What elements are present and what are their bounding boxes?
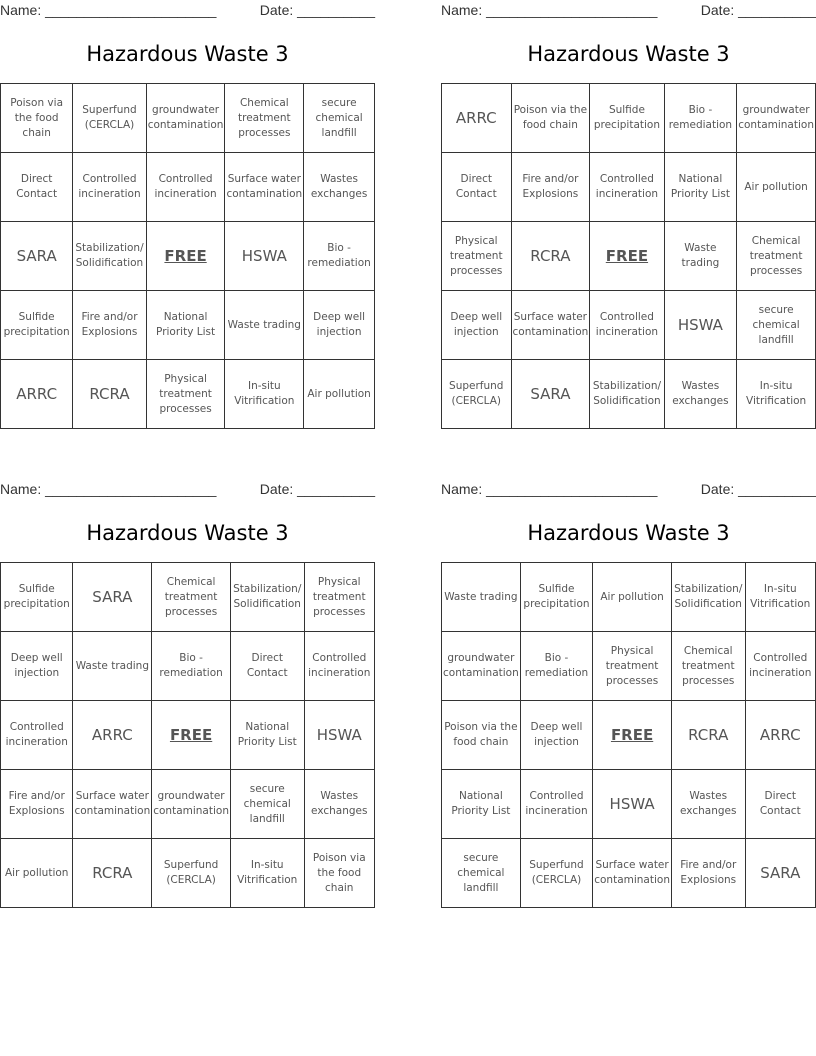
bingo-cell[interactable]: Physical treatment processes bbox=[304, 563, 374, 632]
bingo-cell[interactable]: Physical treatment processes bbox=[146, 360, 225, 429]
free-space-cell[interactable]: FREE bbox=[146, 222, 225, 291]
bingo-cell[interactable]: groundwater contamination bbox=[737, 84, 816, 153]
bingo-cell[interactable]: Fire and/or Explosions bbox=[671, 839, 745, 908]
bingo-cell[interactable]: Waste trading bbox=[442, 563, 521, 632]
bingo-cell[interactable]: RCRA bbox=[511, 222, 590, 291]
bingo-cell[interactable]: Controlled incineration bbox=[590, 291, 664, 360]
bingo-cell[interactable]: Waste trading bbox=[225, 291, 304, 360]
bingo-cell[interactable]: In-situ Vitrification bbox=[230, 839, 304, 908]
free-space-cell[interactable]: FREE bbox=[590, 222, 664, 291]
bingo-grid bbox=[0, 83, 375, 429]
grid-row bbox=[442, 153, 816, 222]
bingo-cell[interactable]: SARA bbox=[73, 563, 152, 632]
bingo-cell[interactable]: In-situ Vitrification bbox=[737, 360, 816, 429]
bingo-cell[interactable]: Wastes exchanges bbox=[664, 360, 737, 429]
bingo-cell[interactable]: Direct Contact bbox=[745, 770, 815, 839]
grid-row bbox=[442, 84, 816, 153]
bingo-cell[interactable]: Physical treatment processes bbox=[442, 222, 512, 291]
bingo-grid bbox=[441, 83, 816, 429]
bingo-cell[interactable]: SARA bbox=[1, 222, 73, 291]
grid-row bbox=[1, 563, 375, 632]
grid-row bbox=[1, 153, 375, 222]
bingo-cell[interactable]: HSWA bbox=[664, 291, 737, 360]
bingo-cell[interactable]: HSWA bbox=[225, 222, 304, 291]
bingo-grid bbox=[0, 562, 375, 908]
bingo-cell[interactable]: SARA bbox=[745, 839, 815, 908]
bingo-cell[interactable]: RCRA bbox=[671, 701, 745, 770]
grid-row bbox=[1, 360, 375, 429]
bingo-cell[interactable]: Chemical treatment processes bbox=[225, 84, 304, 153]
grid-row bbox=[1, 222, 375, 291]
card-header bbox=[0, 479, 375, 501]
grid-row bbox=[442, 222, 816, 291]
grid-row bbox=[1, 632, 375, 701]
bingo-cell[interactable]: groundwater contamination bbox=[152, 770, 231, 839]
bingo-cell[interactable]: Wastes exchanges bbox=[304, 153, 375, 222]
bingo-cell[interactable]: Controlled incineration bbox=[146, 153, 225, 222]
bingo-cell[interactable]: groundwater contamination bbox=[146, 84, 225, 153]
bingo-cell[interactable]: Fire and/or Explosions bbox=[73, 291, 146, 360]
bingo-cell[interactable]: Controlled incineration bbox=[520, 770, 592, 839]
bingo-cell[interactable]: Deep well injection bbox=[304, 291, 375, 360]
bingo-cell[interactable]: Controlled incineration bbox=[590, 153, 664, 222]
bingo-cell[interactable]: secure chemical landfill bbox=[737, 291, 816, 360]
free-space-cell[interactable]: FREE bbox=[152, 701, 231, 770]
bingo-cell[interactable]: Surface water contamination bbox=[225, 153, 304, 222]
bingo-cell[interactable]: Surface water contamination bbox=[73, 770, 152, 839]
bingo-cell[interactable]: Direct Contact bbox=[1, 153, 73, 222]
bingo-cell[interactable]: Wastes exchanges bbox=[671, 770, 745, 839]
bingo-cell[interactable]: groundwater contamination bbox=[442, 632, 521, 701]
grid-row bbox=[442, 701, 816, 770]
bingo-cell[interactable]: Air pollution bbox=[1, 839, 73, 908]
bingo-cell[interactable]: Controlled incineration bbox=[745, 632, 815, 701]
bingo-cell[interactable]: Bio - remediation bbox=[520, 632, 592, 701]
bingo-cell[interactable]: In-situ Vitrification bbox=[225, 360, 304, 429]
bingo-cell[interactable]: Sulfide precipitation bbox=[520, 563, 592, 632]
bingo-cell[interactable]: Air pollution bbox=[593, 563, 672, 632]
bingo-cell[interactable]: Chemical treatment processes bbox=[152, 563, 231, 632]
bingo-cell[interactable]: Bio - remediation bbox=[152, 632, 231, 701]
name-field[interactable]: Name: ______________________ bbox=[441, 2, 658, 18]
bingo-cell[interactable]: ARRC bbox=[442, 84, 512, 153]
grid-row bbox=[1, 701, 375, 770]
bingo-cell[interactable]: Controlled incineration bbox=[1, 701, 73, 770]
grid-row bbox=[1, 291, 375, 360]
date-field[interactable]: Date: __________ bbox=[700, 2, 816, 18]
grid-row bbox=[1, 770, 375, 839]
bingo-cell[interactable]: Deep well injection bbox=[1, 632, 73, 701]
bingo-cell[interactable]: National Priority List bbox=[146, 291, 225, 360]
bingo-cell[interactable]: Superfund (CERCLA) bbox=[520, 839, 592, 908]
grid-row bbox=[442, 632, 816, 701]
card-header bbox=[441, 479, 816, 501]
date-field[interactable]: Date: __________ bbox=[259, 2, 375, 18]
bingo-cell[interactable]: Surface water contamination bbox=[511, 291, 590, 360]
bingo-cell[interactable]: Bio - remediation bbox=[664, 84, 737, 153]
bingo-cell[interactable]: Surface water contamination bbox=[593, 839, 672, 908]
name-field[interactable]: Name: ______________________ bbox=[441, 481, 658, 497]
bingo-cell[interactable]: Waste trading bbox=[664, 222, 737, 291]
bingo-cell[interactable]: Air pollution bbox=[737, 153, 816, 222]
bingo-cell[interactable]: Fire and/or Explosions bbox=[511, 153, 590, 222]
grid-row bbox=[442, 770, 816, 839]
grid-row bbox=[442, 291, 816, 360]
bingo-card-4 bbox=[441, 479, 816, 894]
card-header bbox=[0, 0, 375, 22]
bingo-cell[interactable]: Waste trading bbox=[73, 632, 152, 701]
free-space-cell[interactable]: FREE bbox=[593, 701, 672, 770]
bingo-cell[interactable]: Chemical treatment processes bbox=[671, 632, 745, 701]
bingo-cell[interactable]: Air pollution bbox=[304, 360, 375, 429]
grid-row bbox=[442, 360, 816, 429]
bingo-cell[interactable]: Bio - remediation bbox=[304, 222, 375, 291]
bingo-cell[interactable]: Stabilization/ Solidification bbox=[73, 222, 146, 291]
bingo-cell[interactable]: In-situ Vitrification bbox=[745, 563, 815, 632]
bingo-cell[interactable]: Direct Contact bbox=[442, 153, 512, 222]
grid-row bbox=[1, 839, 375, 908]
bingo-cell[interactable]: Superfund (CERCLA) bbox=[152, 839, 231, 908]
bingo-card-2 bbox=[441, 0, 816, 407]
bingo-cell[interactable]: Stabilization/ Solidification bbox=[230, 563, 304, 632]
bingo-cell[interactable]: Superfund (CERCLA) bbox=[73, 84, 146, 153]
bingo-cell[interactable]: Direct Contact bbox=[230, 632, 304, 701]
bingo-cell[interactable]: ARRC bbox=[1, 360, 73, 429]
date-field[interactable]: Date: __________ bbox=[259, 481, 375, 497]
bingo-cell[interactable]: Controlled incineration bbox=[73, 153, 146, 222]
bingo-cell[interactable]: Fire and/or Explosions bbox=[1, 770, 73, 839]
name-field[interactable]: Name: ______________________ bbox=[0, 481, 217, 497]
date-field[interactable]: Date: __________ bbox=[700, 481, 816, 497]
card-header bbox=[441, 0, 816, 22]
bingo-card-1 bbox=[0, 0, 375, 415]
bingo-cell[interactable]: Wastes exchanges bbox=[304, 770, 374, 839]
bingo-cell[interactable]: HSWA bbox=[593, 770, 672, 839]
bingo-cell[interactable]: Poison via the food chain bbox=[442, 701, 521, 770]
bingo-cell[interactable]: HSWA bbox=[304, 701, 374, 770]
card-title: Hazardous Waste 3 bbox=[86, 521, 289, 545]
bingo-cell[interactable]: Sulfide precipitation bbox=[1, 291, 73, 360]
bingo-cell[interactable]: Physical treatment processes bbox=[593, 632, 672, 701]
bingo-cell[interactable]: Deep well injection bbox=[442, 291, 512, 360]
grid-row bbox=[442, 839, 816, 908]
bingo-cell[interactable]: secure chemical landfill bbox=[442, 839, 521, 908]
bingo-cell[interactable]: Poison via the food chain bbox=[511, 84, 590, 153]
bingo-cell[interactable]: RCRA bbox=[73, 839, 152, 908]
bingo-grid bbox=[441, 562, 816, 908]
bingo-cell[interactable]: Controlled incineration bbox=[304, 632, 374, 701]
bingo-cell[interactable]: RCRA bbox=[73, 360, 146, 429]
card-title: Hazardous Waste 3 bbox=[86, 42, 289, 66]
bingo-cell[interactable]: Poison via the food chain bbox=[304, 839, 374, 908]
bingo-cell[interactable]: Sulfide precipitation bbox=[1, 563, 73, 632]
name-field[interactable]: Name: ______________________ bbox=[0, 2, 217, 18]
bingo-cell[interactable]: Chemical treatment processes bbox=[737, 222, 816, 291]
card-title: Hazardous Waste 3 bbox=[527, 521, 730, 545]
bingo-cell[interactable]: Stabilization/ Solidification bbox=[671, 563, 745, 632]
bingo-cell[interactable]: National Priority List bbox=[442, 770, 521, 839]
grid-row bbox=[442, 563, 816, 632]
grid-row bbox=[1, 84, 375, 153]
bingo-cell[interactable]: ARRC bbox=[745, 701, 815, 770]
bingo-cell[interactable]: Superfund (CERCLA) bbox=[442, 360, 512, 429]
bingo-cell[interactable]: Sulfide precipitation bbox=[590, 84, 664, 153]
bingo-cell[interactable]: National Priority List bbox=[230, 701, 304, 770]
bingo-cell[interactable]: Stabilization/ Solidification bbox=[590, 360, 664, 429]
card-title: Hazardous Waste 3 bbox=[527, 42, 730, 66]
bingo-cell[interactable]: Deep well injection bbox=[520, 701, 592, 770]
bingo-cell[interactable]: ARRC bbox=[73, 701, 152, 770]
bingo-cell[interactable]: National Priority List bbox=[664, 153, 737, 222]
bingo-cell[interactable]: secure chemical landfill bbox=[230, 770, 304, 839]
bingo-cell[interactable]: SARA bbox=[511, 360, 590, 429]
bingo-cell[interactable]: secure chemical landfill bbox=[304, 84, 375, 153]
bingo-card-3 bbox=[0, 479, 375, 894]
bingo-cell[interactable]: Poison via the food chain bbox=[1, 84, 73, 153]
